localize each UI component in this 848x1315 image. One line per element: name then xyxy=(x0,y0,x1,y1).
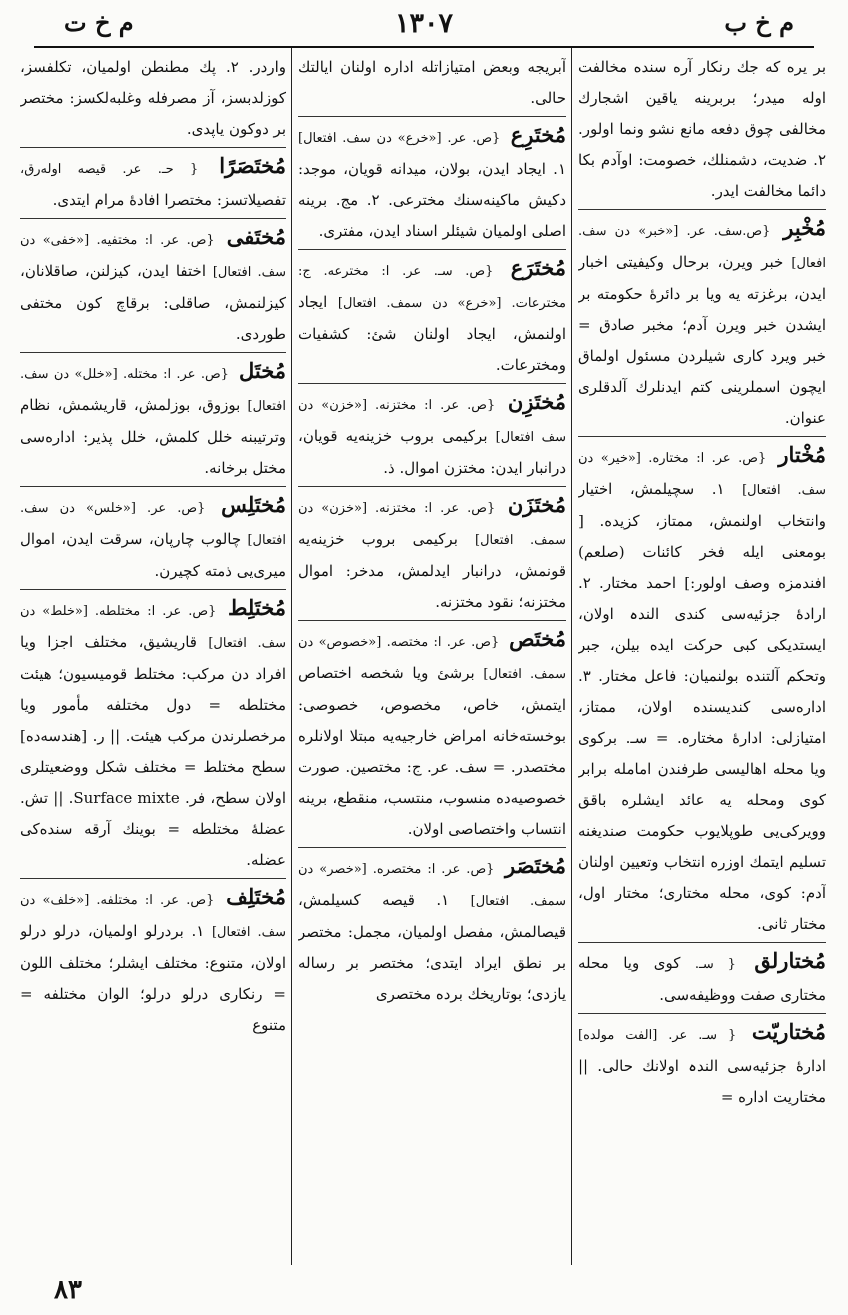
column-right xyxy=(578,52,826,1259)
entry-headword: مُختَزَن xyxy=(507,492,566,517)
entry-grammar: {ص.سف. عر. [«خبر» دن سف. افعال] xyxy=(578,224,826,271)
entry-definition: آبريجه وبعض امتيازاتله اداره اولنان ايالتك حالى. xyxy=(298,58,566,107)
dictionary-entry xyxy=(20,878,286,1041)
entry-definition: ادارۀ جزئيه‌سى الندہ اولانك حالى. || مختاريت اداره = xyxy=(578,1057,826,1106)
entry-headword: مُختَصَر xyxy=(505,853,566,878)
dictionary-entry xyxy=(298,620,566,845)
column-divider xyxy=(571,48,572,1265)
dictionary-entry xyxy=(298,847,566,1010)
dictionary-entry xyxy=(298,486,566,618)
column-divider xyxy=(291,48,292,1265)
dictionary-entry xyxy=(20,147,286,216)
dictionary-entry xyxy=(578,436,826,940)
entry-definition: ١. ايجاد ايدن، بولان، ميدانه قويان، موجد: دكيش ماكينه‌سنك مخترعى. ٢. مج. برينه اصلى اولميان شيئلر اسناد ايدن، مفترى. xyxy=(298,160,566,240)
entry-definition: ١. قيصه كسيلمش، قيصالمش، مفصل اولميان، مجمل: مختصر بر نطق ايراد ايتدى؛ مختصر بر رساله يازدى؛ بوتاريخك برده مختصرى xyxy=(298,891,566,1003)
entry-definition: تفصيلاتسز: مختصرا افادۀ مرام ايتدى. xyxy=(52,191,286,209)
dictionary-entry xyxy=(20,52,286,145)
entry-headword: مُختَفى xyxy=(226,224,286,249)
entry-headword: مُختَلِط xyxy=(227,595,286,620)
entry-grammar: {ص. عر. [«خلس» دن سف. افتعال] xyxy=(20,501,286,548)
entry-definition: بر يره كه جك رنكار آره سنده مخالفت اوله ميدر؛ بربرينه ياقين اشجارك مخالفى چوق دفعه مانع نشو ونما اولور. ٢. ضديت، دشمنلك، خصومت: اوآدم بكا دائما مخالفت ايدر. xyxy=(578,58,826,200)
entry-definition: خبر ويرن، برحال وكيفيتى اخبار ايدن، برغزته يه ويا بر دائرۀ حكومته بر ايشدن خبر ويرن آدم؛ مخبر صادق = خبر ويرد كارى شيلردن مسئول اولماق ايچون اسملرينى كتم ايدنلرك آلدقلرى عنوان. xyxy=(578,253,826,427)
entry-grammar: { حـ. عر. قيصه اوله‌رق، xyxy=(20,162,199,177)
entry-definition: اختفا ايدن، كيزلنن، صاقلانان، كيزلنمش، صاقلى: برقاچ كون مختفى طوردى. xyxy=(20,262,286,343)
dictionary-entry xyxy=(578,942,826,1011)
entry-definition: كوى ويا محله مختارى صفت ووظيفه‌سى. xyxy=(578,954,826,1004)
entry-headword: مُختاريّت xyxy=(751,1019,826,1044)
entry-definition: بركيمى بروب خزينه‌يه قويان، درانبار ايدن: مختزن اموال. ذ. xyxy=(298,427,566,477)
entry-grammar: {ص. عر. ا: مختلفه. [«خلف» دن سف. افتعال] xyxy=(20,893,286,940)
entry-headword: مُختَلِس xyxy=(221,492,286,517)
header-guide-left: م خ ت xyxy=(64,8,134,37)
page-number: ١٣٠٧ xyxy=(394,8,454,39)
dictionary-entry xyxy=(298,52,566,114)
entry-grammar: {ص. عر. ا: مختصه. [«خصوص» دن سمف. افتعال] xyxy=(298,635,566,682)
dictionary-entry xyxy=(20,486,286,587)
column-middle xyxy=(298,52,566,1259)
dictionary-entry xyxy=(298,383,566,484)
folio-number: ٨٣ xyxy=(54,1275,82,1305)
entry-grammar: {ص. عر. [«خرع» دن سف. افتعال] xyxy=(298,131,501,146)
entry-headword: مُختَل xyxy=(238,358,286,383)
entry-headword: مُخْتار xyxy=(778,442,826,467)
header-rule xyxy=(34,46,814,48)
entry-definition: چالوب چارپان، سرقت ايدن، اموال ميرى‌يى ذمته كچيرن. xyxy=(20,530,286,580)
entry-grammar: { سـ. عر. [الفت مولده] xyxy=(578,1028,737,1043)
entry-headword: مُختارلق xyxy=(754,948,826,973)
entry-grammar: {ص. عر. ا: مختصره. [«خصر» دن سمف. افتعال] xyxy=(298,862,566,909)
entry-definition: واردر. ٢. پك مطنطن اولميان، تكلفسز، كوزلدبسز، آز مصرفله وغلبه‌لكسز: مختصر بر دوكون ياپدى. xyxy=(20,58,286,138)
entry-definition: برشئ ويا شخصه اختصاص ايتمش، خاص، مخصوص، خصوصى: بوخسته‌خانه امراض خارجيه‌يه مبتلا اولانلره مختصدر. = سف. عر. ج: مختصين. صورت خصوصيه‌ده منسوب، منتسب، منقطع، برينه انتساب واختصاصى اولان. xyxy=(298,664,566,838)
entry-headword: مُختَص xyxy=(509,626,566,651)
entry-grammar: {ص. عر. ا: مختلطه. [«خلط» دن سف. افتعال] xyxy=(20,604,286,651)
dictionary-entry xyxy=(578,52,826,207)
entry-definition: قاريشيق، مختلف اجزا ويا افراد دن مركب: مختلط قوميسيون؛ هيئت مختلطه = دول مختلفه مأمور ويا مرخصلرندن مركب هيئت. || ر. [هندسه‌ده] سطح مختلط = مختلف شكل ووضعيتلرى اولان سطح، فر. Surface mixte. || تش. عضلۀ مختلطه = بوينك آرقه سنده‌كى عضله. xyxy=(20,633,286,869)
header-guide-right: م خ ب xyxy=(724,8,794,37)
entry-headword: مُختَرِع xyxy=(510,122,566,147)
entry-grammar: {ص. عر. ا: مختفيه. [«خفى» دن سف. افتعال] xyxy=(20,233,286,280)
entry-grammar: {ص. سـ. عر. ا: مخترعه. ج: مخترعات. [«خرع» دن سمف. افتعال] xyxy=(298,264,566,311)
dictionary-entry xyxy=(298,249,566,381)
dictionary-entry xyxy=(20,352,286,484)
entry-headword: مُختَصَرًا xyxy=(219,153,286,178)
entry-grammar: {ص. عر. ا: مختزنه. [«خزن» دن سمف. افتعال] xyxy=(298,501,566,548)
dictionary-entry xyxy=(20,589,286,876)
dictionary-entry xyxy=(20,218,286,350)
entry-definition: ايجاد اولنمش، ايجاد اولنان شئ: كشفيات ومخترعات. xyxy=(298,293,566,374)
dictionary-entry xyxy=(578,1013,826,1113)
column-left xyxy=(20,52,286,1259)
entry-definition: بوزوق، بوزلمش، قاريشمش، نظام وترتيبنه خلل كلمش، خلل پذير: اداره‌سى مختل برخانه. xyxy=(20,396,286,477)
entry-headword: مُخْبِر xyxy=(783,215,826,240)
entry-definition: بركيمى بروب خزينه‌يه قونمش، درانبار ايدلمش، مدخر: اموال مختزنه؛ نقود مختزنه. xyxy=(298,530,566,611)
entry-grammar: {ص. عر. ا: مختزنه. [«خزن» دن سف افتعال] xyxy=(298,398,566,445)
entry-grammar: { سـ. xyxy=(694,957,736,972)
entry-definition: ١. بردرلو اولميان، درلو درلو اولان، متنوع: مختلف ايشلر؛ مختلف اللون = رنكارى درلو درلو؛ الوان مختلفه = متنوع xyxy=(20,922,286,1034)
entry-definition: ١. سچيلمش، اختيار وانتخاب اولنمش، ممتاز، كزيده. [ بومعنى ايله فخر كائنات (صلعم) افندمزه وصف اولور:] احمد مختار. ٢. ارادۀ جزئيه‌سى كندى الندہ اولان، ايستديكى كبى حركت ايده بيلن، جبر وتحكم آلتنده بولنميان: فاعل مختار. ٣. اداره‌سى كنديسنده اولان، ممتاز، امتيازلى: ادارۀ مختاره. = سـ. بركوى ويا محله اهاليسى طرفندن امامله برابر كوى ومحله يه عائد ايشلره باقق وويركى‌يى طوپلايوب حكومت صنديغنه تسليم ايتمك اوزره انتخاب وتعيين اولنان آدم: كوى، محله مختارى؛ مختار اول، مختار ثانى. xyxy=(578,480,826,933)
dictionary-entry xyxy=(298,116,566,247)
dictionary-entry xyxy=(578,209,826,434)
entry-headword: مُختَرَع xyxy=(510,255,566,280)
entry-grammar: {ص. عر. ا: مختله. [«خلل» دن سف. افتعال] xyxy=(20,367,286,414)
entry-grammar: {ص. عر. ا: مختاره. [«خير» دن سف. افتعال] xyxy=(578,451,826,498)
running-header xyxy=(34,8,814,46)
entry-headword: مُختَزِن xyxy=(507,389,566,414)
entry-headword: مُختَلِف xyxy=(226,884,286,909)
